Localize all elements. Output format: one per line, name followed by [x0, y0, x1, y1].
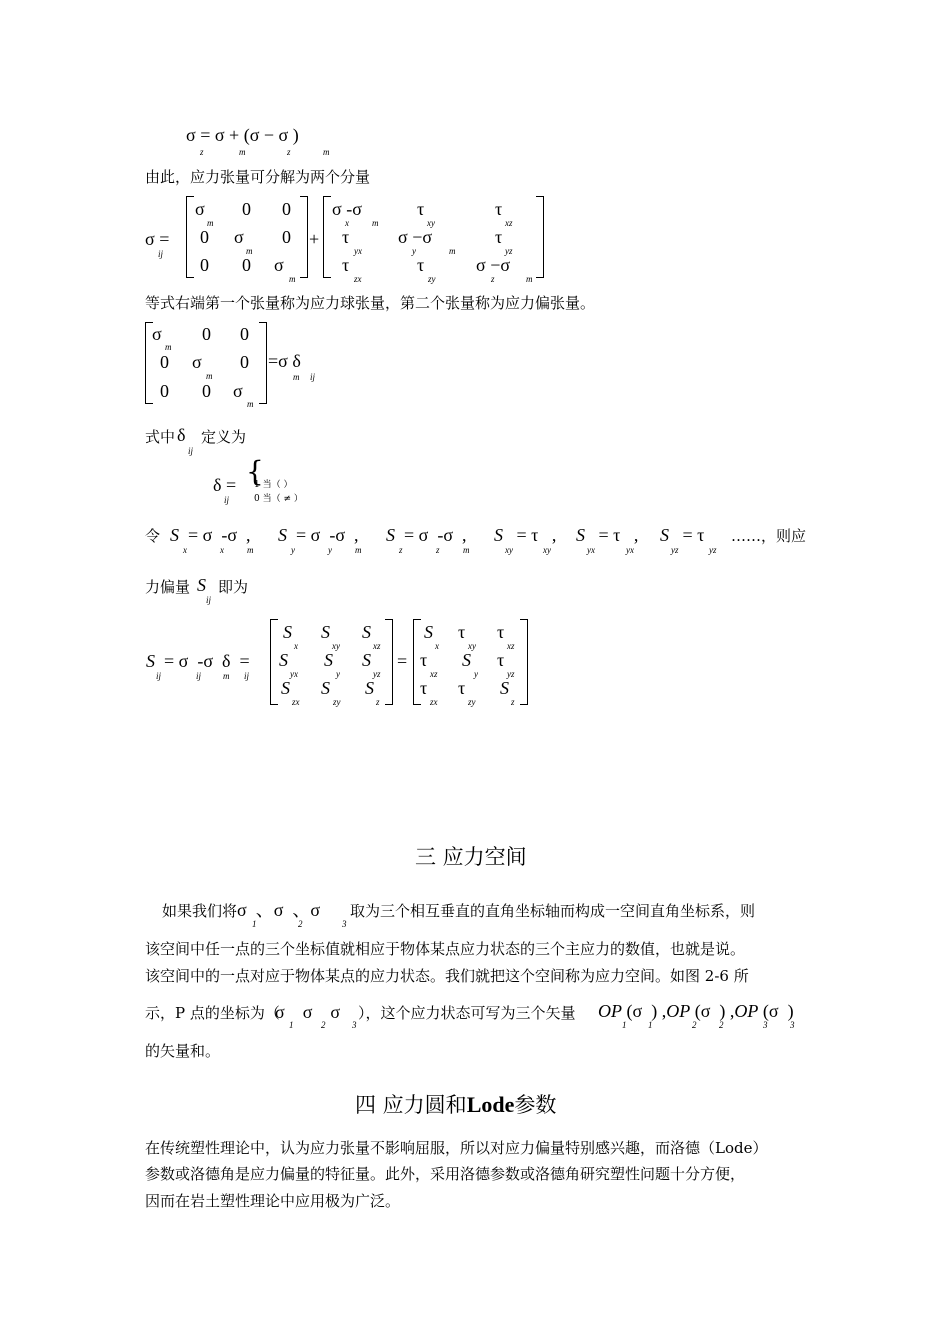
- sub: x: [183, 545, 187, 555]
- sub: m: [372, 218, 379, 228]
- matrix-cell: 0: [240, 324, 249, 344]
- matrix-cell: 0: [242, 255, 251, 275]
- matrix-cell: S: [424, 622, 433, 642]
- sub: xy: [543, 545, 551, 555]
- matrix-cell: σ: [192, 352, 202, 372]
- eq-deviator-lhs: S = σ -σ δ =: [146, 651, 250, 671]
- equals-sign: =: [397, 651, 408, 671]
- sub: zy: [468, 697, 476, 707]
- matrix-cell: σ: [233, 381, 243, 401]
- sub: m: [289, 274, 296, 284]
- sub: 3: [352, 1020, 357, 1030]
- s-symbol: S: [197, 575, 206, 595]
- sub: m: [355, 545, 362, 555]
- text-then: ……，则应: [731, 527, 807, 545]
- sub: xz: [505, 218, 513, 228]
- sub: yz: [671, 545, 679, 555]
- sub: m: [247, 399, 254, 409]
- sub: yx: [587, 545, 595, 555]
- vectors: OP (σ ) ,OP (σ ) ,OP (σ ): [598, 1001, 794, 1021]
- def-sx: S = σ -σ ,: [170, 525, 251, 545]
- sub: m: [206, 371, 213, 381]
- s3-p3: 该空间中的一点对应于物体某点的应力状态。我们就把这个空间称为应力空间。如图 2-6 所: [145, 967, 749, 985]
- sub: xz: [373, 641, 381, 651]
- matrix-cell: τ: [342, 255, 350, 275]
- sub: y: [336, 669, 340, 679]
- text-tensor-names: 等式右端第一个张量称为应力球张量，第二个张量称为应力偏张量。: [145, 294, 596, 312]
- text-decompose: 由此，应力张量可分解为两个分量: [145, 168, 371, 186]
- matrix-cell: τ: [458, 678, 466, 698]
- sub: y: [412, 246, 416, 256]
- matrix-cell: σ: [274, 255, 284, 275]
- right-bracket: [520, 619, 528, 705]
- sub: ij: [224, 495, 230, 505]
- matrix-cell: σ: [195, 199, 205, 219]
- sub: z: [376, 697, 380, 707]
- sub: yz: [507, 669, 515, 679]
- sub: zx: [354, 274, 362, 284]
- sub: 2: [321, 1020, 326, 1030]
- matrix-cell: τ: [495, 227, 503, 247]
- text-deviator-suffix: 即为: [218, 578, 249, 596]
- delta-symbol: δ: [177, 425, 186, 445]
- right-bracket: [259, 322, 267, 404]
- eq-decomp-lhs: σ =: [145, 229, 170, 249]
- matrix-cell: 0: [202, 381, 211, 401]
- matrix-cell: τ: [417, 255, 425, 275]
- def-syz: S = τ: [660, 525, 705, 545]
- sub: zy: [428, 274, 436, 284]
- sub: xz: [430, 669, 438, 679]
- right-bracket: [536, 196, 544, 278]
- sub: z: [511, 697, 515, 707]
- matrix-cell: σ −σ: [398, 227, 433, 247]
- sub: 2: [692, 1020, 697, 1030]
- sub: z: [287, 147, 291, 157]
- matrix-cell: S: [321, 678, 330, 698]
- matrix-cell: τ: [342, 227, 350, 247]
- sub: 1: [622, 1020, 627, 1030]
- sub: 3: [790, 1020, 795, 1030]
- sub: y: [291, 545, 295, 555]
- left-bracket: [323, 196, 331, 278]
- s3-p4-a: 示，P 点的坐标为（: [145, 1004, 280, 1022]
- sub: 1: [289, 1020, 294, 1030]
- s4-p3: 因而在岩土塑性理论中应用极为广泛。: [145, 1192, 401, 1210]
- sub: 1: [252, 919, 257, 929]
- sub: x: [345, 218, 349, 228]
- sub: yx: [290, 669, 298, 679]
- sub: xy: [468, 641, 476, 651]
- sub: m: [526, 274, 533, 284]
- sub: m: [239, 147, 246, 157]
- s3-p5: 的矢量和。: [145, 1042, 221, 1060]
- sub: m: [449, 246, 456, 256]
- sigma-123: σ 、σ 、σ: [237, 900, 321, 920]
- text-deviator-prefix: 力偏量: [145, 578, 191, 596]
- matrix-cell: 0: [202, 324, 211, 344]
- matrix-cell: σ: [152, 324, 162, 344]
- sub: z: [436, 545, 440, 555]
- sub: xz: [507, 641, 515, 651]
- sub: ij: [310, 372, 316, 382]
- matrix-cell: 0: [240, 352, 249, 372]
- sub: xy: [427, 218, 435, 228]
- def-sz: S = σ -σ ,: [386, 525, 467, 545]
- sub: m: [207, 218, 214, 228]
- sub: yz: [373, 669, 381, 679]
- eq-delta-lhs: δ =: [213, 475, 237, 495]
- text-let: 令: [145, 527, 161, 545]
- matrix-cell: τ: [420, 678, 428, 698]
- sub: ij: [158, 249, 164, 259]
- matrix-cell: S: [281, 678, 290, 698]
- sub: m: [246, 246, 253, 256]
- matrix-cell: S: [324, 650, 333, 670]
- sub: yx: [354, 246, 362, 256]
- sub: x: [220, 545, 224, 555]
- left-bracket: [270, 619, 278, 705]
- matrix-cell: τ: [495, 199, 503, 219]
- eq-sigma-z: σ = σ + (σ − σ ): [186, 125, 299, 145]
- sub: z: [200, 147, 204, 157]
- matrix-cell: S: [365, 678, 374, 698]
- matrix-cell: τ: [497, 622, 505, 642]
- matrix-cell: 0: [282, 227, 291, 247]
- right-bracket: [300, 196, 308, 278]
- sub: x: [435, 641, 439, 651]
- sub: 1: [648, 1020, 653, 1030]
- matrix-cell: S: [279, 650, 288, 670]
- sub: ij: [188, 446, 194, 456]
- matrix-cell: 0: [282, 199, 291, 219]
- s4-p1: 在传统塑性理论中，认为应力张量不影响屈服，所以对应力偏量特别感兴趣，而洛德（Lode）: [145, 1139, 768, 1157]
- s3-p2: 该空间中任一点的三个坐标值就相应于物体某点应力状态的三个主应力的数值，也就是说。: [145, 940, 746, 958]
- delta-case-1: 1 当（ ）: [254, 480, 293, 490]
- text-delta-suffix: 定义为: [201, 428, 247, 446]
- sub: m: [223, 671, 230, 681]
- sub: m: [463, 545, 470, 555]
- sub: m: [165, 342, 172, 352]
- matrix-cell: 0: [200, 227, 209, 247]
- matrix-cell: σ −σ: [476, 255, 511, 275]
- matrix-cell: S: [321, 622, 330, 642]
- sub: 3: [763, 1020, 768, 1030]
- sub: ij: [206, 595, 212, 605]
- matrix-cell: σ -σ: [332, 199, 362, 219]
- sub: 3: [342, 919, 347, 929]
- sub: 2: [719, 1020, 724, 1030]
- delta-case-2: 0 当（ ≠ ）: [254, 494, 303, 504]
- text-delta-prefix: 式中: [145, 428, 176, 446]
- matrix-cell: τ: [420, 650, 428, 670]
- sub: zx: [292, 697, 300, 707]
- left-bracket: [186, 196, 194, 278]
- sub: ij: [156, 671, 162, 681]
- eq-spherical-rhs: =σ δ: [268, 351, 301, 371]
- p-coords: σ σ σ: [275, 1002, 341, 1022]
- sub: yz: [709, 545, 717, 555]
- sub: y: [474, 669, 478, 679]
- s3-p4-b: ），这个应力状态可写为三个矢量: [358, 1004, 576, 1022]
- sub: x: [294, 641, 298, 651]
- def-sy: S = σ -σ ,: [278, 525, 359, 545]
- matrix-cell: S: [500, 678, 509, 698]
- section-3-title: 三 应力空间: [415, 845, 527, 869]
- left-brace: {: [246, 455, 264, 488]
- s4-p2: 参数或洛德角是应力偏量的特征量。此外，采用洛德参数或洛德角研究塑性问题十分方便，: [145, 1165, 746, 1183]
- s3-p1-rest: 取为三个相互垂直的直角坐标轴而构成一空间直角坐标系，则: [350, 902, 756, 920]
- sub: ij: [244, 671, 250, 681]
- matrix-cell: τ: [458, 622, 466, 642]
- matrix-cell: S: [283, 622, 292, 642]
- sub: xy: [505, 545, 513, 555]
- sub: zy: [333, 697, 341, 707]
- matrix-cell: S: [362, 650, 371, 670]
- matrix-cell: τ: [497, 650, 505, 670]
- sub: yz: [505, 246, 513, 256]
- matrix-cell: S: [462, 650, 471, 670]
- matrix-cell: 0: [160, 352, 169, 372]
- sub: m: [323, 147, 330, 157]
- def-sxy: S = τ ,: [494, 525, 557, 545]
- sub: m: [247, 545, 254, 555]
- matrix-cell: τ: [417, 199, 425, 219]
- sub: z: [399, 545, 403, 555]
- right-bracket: [385, 619, 393, 705]
- sub: 2: [298, 919, 303, 929]
- sub: z: [491, 274, 495, 284]
- section-4-title: 四 应力圆和Lode参数: [355, 1092, 557, 1117]
- sub: yx: [626, 545, 634, 555]
- matrix-cell: 0: [160, 381, 169, 401]
- s3-p1-intro: 如果我们将: [162, 902, 238, 920]
- sub: m: [293, 372, 300, 382]
- plus-sign: +: [309, 229, 320, 249]
- matrix-cell: 0: [242, 199, 251, 219]
- def-syx: S = τ ,: [576, 525, 639, 545]
- sub: xy: [332, 641, 340, 651]
- sub: ij: [196, 671, 202, 681]
- sub: zx: [430, 697, 438, 707]
- sub: y: [328, 545, 332, 555]
- matrix-cell: S: [362, 622, 371, 642]
- matrix-cell: 0: [200, 255, 209, 275]
- matrix-cell: σ: [234, 227, 244, 247]
